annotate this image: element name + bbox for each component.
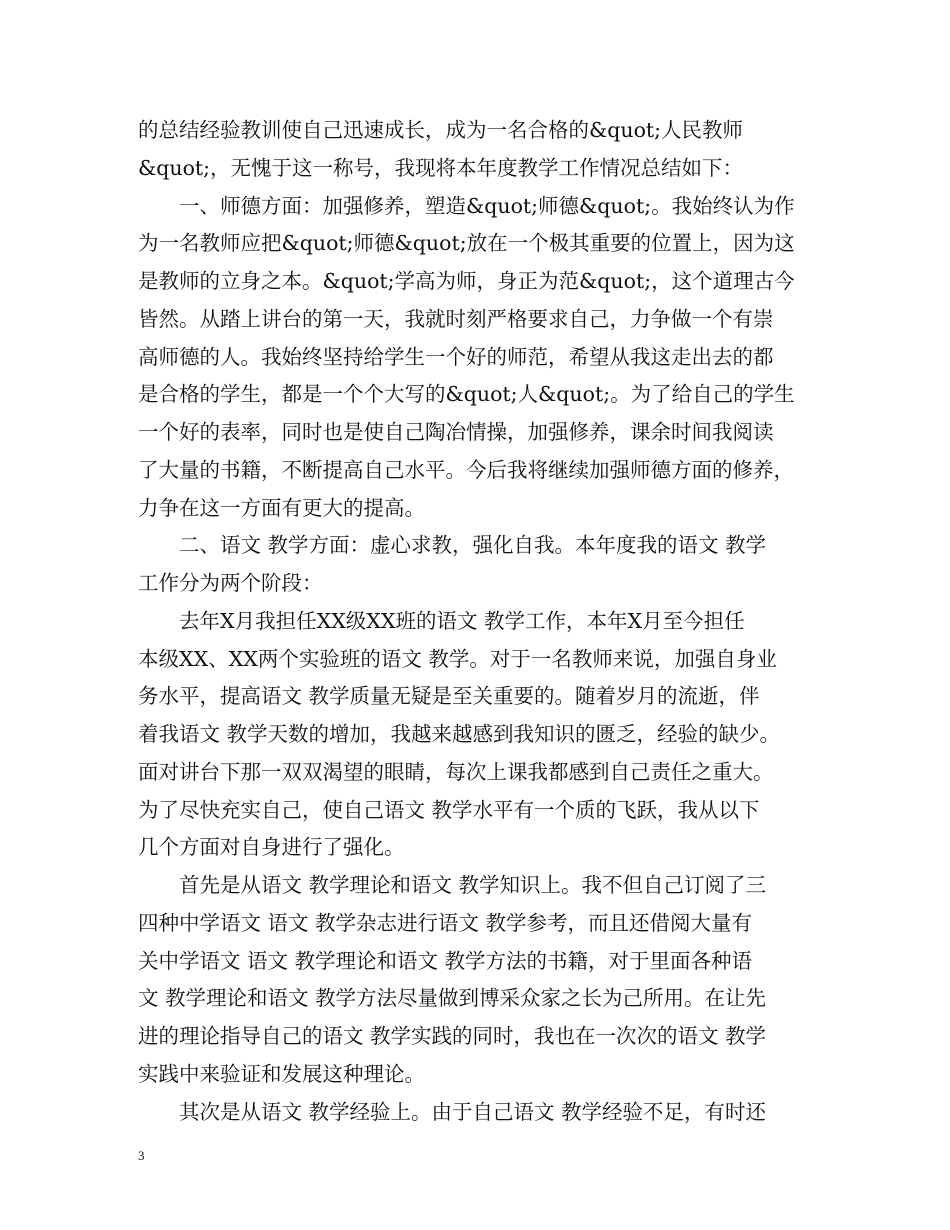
text-line: 几个方面对自身进行了强化。: [138, 835, 405, 860]
text-line: 了大量的书籍，不断提高自己水平。今后我将继续加强师德方面的修养，: [138, 457, 794, 482]
page-number: 3: [138, 1148, 145, 1163]
text-line: 的总结经验教训使自己迅速成长，成为一名合格的&quot;人民教师: [138, 118, 744, 142]
text-line: 一、师德方面：加强修养，塑造&quot;师德&quot;。我始终认为作: [138, 193, 795, 218]
text-line: 本级XX、XX两个实验班的语文 教学。对于一名教师来说，加强自身业: [138, 646, 777, 671]
text-line: 其次是从语文 教学经验上。由于自己语文 教学经验不足，有时还: [138, 1099, 767, 1124]
text-line: 工作分为两个阶段：: [138, 571, 323, 595]
text-line: 务水平，提高语文 教学质量无疑是至关重要的。随着岁月的流逝，伴: [138, 684, 760, 709]
document-body: [138, 112, 828, 1131]
text-line: 力争在这一方面有更大的提高。: [138, 495, 425, 520]
text-line: 关中学语文 语文 教学理论和语文 教学方法的书籍，对于里面各种语: [138, 948, 753, 973]
text-line: 首先是从语文 教学理论和语文 教学知识上。我不但自己订阅了三: [138, 873, 767, 897]
text-line: 进的理论指导自己的语文 教学实践的同时，我也在一次次的语文 教学: [138, 1024, 767, 1048]
text-line: 为了尽快充实自己，使自己语文 教学水平有一个质的飞跃，我从以下: [138, 797, 760, 822]
text-line: 实践中来验证和发展这种理论。: [138, 1061, 425, 1086]
text-line: 是教师的立身之本。&quot;学高为师，身正为范&quot;，这个道理古今: [138, 269, 795, 293]
text-line: 为一名教师应把&quot;师德&quot;放在一个极其重要的位置上，因为这: [138, 231, 795, 256]
text-line: 高师德的人。我始终坚持给学生一个好的师范，希望从我这走出去的都: [138, 344, 774, 369]
text-line: 着我语文 教学天数的增加，我越来越感到我知识的匮乏，经验的缺少。: [138, 722, 781, 746]
text-line: 文 教学理论和语文 教学方法尽量做到博采众家之长为己所用。在让先: [138, 986, 767, 1011]
text-line: 去年X月我担任XX级XX班的语文 教学工作，本年X月至今担任: [138, 608, 745, 633]
text-line: 二、语文 教学方面：虚心求教，强化自我。本年度我的语文 教学: [138, 533, 767, 558]
text-line: 皆然。从踏上讲台的第一天，我就时刻严格要求自己，力争做一个有崇: [138, 306, 774, 331]
text-line: 是合格的学生，都是一个个大写的&quot;人&quot;。为了给自己的学生: [138, 382, 795, 407]
text-line: &quot;，无愧于这一称号，我现将本年度教学工作情况总结如下：: [138, 155, 744, 180]
text-line: 面对讲台下那一双双渴望的眼睛，每次上课我都感到自己责任之重大。: [138, 759, 774, 784]
text-line: 一个好的表率，同时也是使自己陶冶情操，加强修养，课余时间我阅读: [138, 420, 774, 444]
text-line: 四种中学语文 语文 教学杂志进行语文 教学参考，而且还借阅大量有: [138, 910, 753, 935]
